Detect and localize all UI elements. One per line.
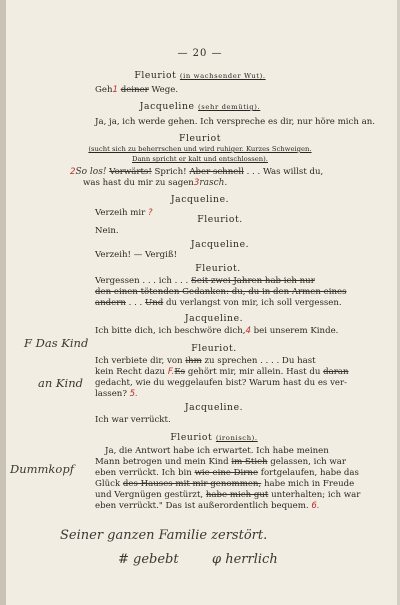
dialogue-line: kein Recht dazu F.Es gehört mir, mir allein. Hast du daran — [95, 367, 349, 377]
speaker-name: Fleuriot. — [197, 214, 243, 225]
dialogue-line: Ich bitte dich, ich beschwöre dich,4 bei unserem Kinde. — [95, 326, 339, 336]
struck-text: Aber schnell — [189, 167, 244, 177]
correction-mark: 1 — [112, 85, 118, 95]
dialogue-line: gedacht, wie du weggelaufen bist? Warum hast du es ver- — [95, 378, 348, 388]
struck-text: des Hauses mit mir genommen, — [122, 479, 262, 489]
struck-text: ihm — [185, 356, 202, 366]
margin-note: Dummkopf — [10, 462, 74, 476]
dialogue-line: Geh1 deiner Wege. — [95, 85, 179, 95]
dialogue-line: Mann betrogen und mein Kind im Stich gelassen, ich war — [95, 457, 346, 467]
handwritten-note: φ herrlich — [212, 552, 278, 567]
speaker-name: Fleuriot — [170, 432, 213, 443]
dialogue-line: andern . . . Und du verlangst von mir, ich soll vergessen. — [95, 298, 342, 308]
struck-text: wie eine Dirne — [194, 468, 259, 478]
stage-direction: Dann spricht er kalt und entschlossen). — [132, 155, 268, 163]
handwritten-insert: rasch. — [199, 178, 228, 188]
struck-text: Es — [174, 367, 186, 377]
struck-text: deiner — [120, 85, 149, 95]
dialogue-line: Ja, ja, ich werde gehen. Ich verspreche es dir, nur höre mich an. — [95, 117, 375, 127]
margin-note: F Das Kind — [24, 336, 89, 350]
struck-text: habe mich gut — [205, 490, 269, 500]
dialogue-line: lassen? 5. — [95, 389, 138, 399]
speaker-heading — [0, 101, 400, 113]
correction-mark: 4 — [245, 326, 251, 336]
stage-direction: (sucht sich zu beherrschen und wird ruhiger. Kurzes Schweigen. — [88, 145, 312, 153]
margin-note: an Kind — [38, 376, 83, 390]
dialogue-line: Vergessen . . . ich . . . Seit zwei Jahren hab ich nur — [95, 276, 315, 286]
correction-mark: 3 — [193, 178, 200, 188]
dialogue-line: was hast du mir zu sagen3rasch. — [83, 178, 228, 188]
page-number: — 20 — — [177, 48, 223, 59]
speaker-name: Fleuriot. — [195, 263, 241, 274]
dialogue-line: Ich verbiete dir, von ihm zu sprechen . . . . Du hast — [95, 356, 316, 366]
dialogue-line: eben verrückt. Ich bin wie eine Dirne fortgelaufen, habe das — [95, 468, 359, 478]
speaker-name: Jacqueline. — [170, 194, 230, 205]
speaker-name: Jacqueline. — [184, 313, 244, 324]
dialogue-line: Ich war verrückt. — [95, 415, 171, 425]
dialogue-line — [95, 287, 347, 298]
speaker-name: Fleuriot — [178, 133, 222, 144]
speaker-name: Fleuriot — [134, 70, 177, 81]
correction-mark: F. — [167, 367, 175, 377]
dialogue-line: Glück des Hauses mit mir genommen, habe mich in Freude — [95, 479, 355, 489]
struck-text: Seit zwei Jahren hab ich nur — [190, 276, 315, 286]
page-gutter — [0, 0, 6, 605]
struck-text: Und — [145, 298, 164, 308]
handwritten-note: Seiner ganzen Familie zerstört. — [60, 528, 268, 543]
handwritten-insert: So los! — [75, 167, 107, 177]
speaker-heading — [0, 70, 400, 82]
struck-text: andern — [95, 298, 126, 308]
correction-mark: 2 — [70, 167, 76, 177]
stage-direction: (in wachsender Wut). — [179, 72, 266, 80]
struck-text: Vorwärts! — [109, 167, 152, 177]
speaker-name: Fleuriot. — [191, 343, 237, 354]
dialogue-line: 2So los! Vorwärts! Sprich! Aber schnell . . . Was willst du, — [70, 167, 324, 177]
dialogue-line: Verzeih mir ? — [95, 208, 153, 218]
speaker-name: Jacqueline. — [184, 402, 244, 413]
dialogue-line: Verzeih! — Vergiß! — [95, 250, 178, 260]
speaker-name: Jacqueline. — [190, 239, 250, 250]
correction-mark: 6. — [311, 501, 320, 511]
speaker-name: Jacqueline — [139, 101, 195, 112]
struck-text: daran — [323, 367, 349, 377]
correction-mark: 5. — [129, 389, 138, 399]
dialogue-line: Nein. — [95, 226, 119, 236]
struck-text: im Stich — [231, 457, 268, 467]
stage-direction: (sehr demütig). — [198, 103, 261, 111]
dialogue-line: und Vergnügen gestürzt, habe mich gut unterhalten; ich war — [95, 490, 361, 500]
dialogue-line: eben verrückt." Das ist außerordentlich bequem. 6. — [95, 501, 320, 511]
correction-mark: ? — [147, 208, 153, 218]
struck-text: den einen tötenden Gedanken: du, du in den Armen eines — [95, 287, 347, 297]
speaker-heading — [14, 432, 400, 444]
dialogue-line: Ja, die Antwort habe ich erwartet. Ich habe meinen — [105, 446, 329, 456]
handwritten-note: # gebebt — [118, 552, 179, 567]
stage-direction: (ironisch). — [215, 434, 258, 442]
